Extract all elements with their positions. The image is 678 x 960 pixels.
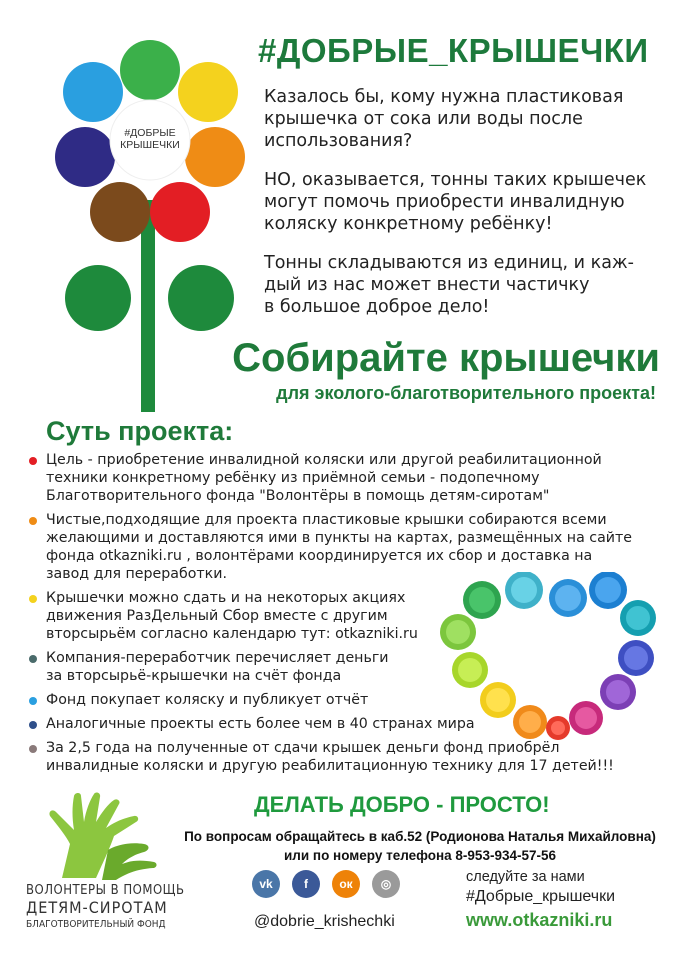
bullet-line: желающими и доставляются ими в пункты на картах, размещённых на сайте bbox=[46, 530, 632, 546]
bullet-dot bbox=[29, 655, 37, 663]
petal-yellow bbox=[178, 62, 238, 122]
bullet-dot bbox=[29, 595, 37, 603]
intro-line: дый из нас может внести частичку bbox=[264, 275, 590, 295]
bullet-dot bbox=[29, 517, 37, 525]
intro-line: Казалось бы, кому нужна пластиковая bbox=[264, 87, 624, 107]
contact-line-1: По вопросам обращайтесь в каб.52 (Родионова Наталья Михайловна) bbox=[184, 829, 656, 844]
bullet-line: инвалидные коляски и другую реабилитационную технику для 17 детей!!! bbox=[46, 758, 614, 774]
list-item bbox=[26, 649, 646, 685]
flower-label-line2: КРЫШЕЧКИ bbox=[120, 139, 180, 151]
bullet-line: вторсырьём согласно календарю тут: otkazniki.ru bbox=[46, 626, 418, 642]
bullet-line: Фонд покупает коляску и публикует отчёт bbox=[46, 692, 369, 708]
petal-navy bbox=[55, 127, 115, 187]
social-handle: @dobrie_krishechki bbox=[254, 913, 395, 930]
intro-line: в большое доброе дело! bbox=[264, 297, 490, 317]
follow-label: следуйте за нами bbox=[466, 869, 585, 885]
list-item bbox=[26, 715, 646, 733]
petal-red bbox=[150, 182, 210, 242]
petal-blue bbox=[63, 62, 123, 122]
petal-green-top bbox=[120, 40, 180, 100]
bullet-line: за вторсырьё-крышечки на счёт фонда bbox=[46, 668, 342, 684]
list-item bbox=[26, 691, 646, 709]
petal-brown bbox=[90, 182, 150, 242]
intro-line: использования? bbox=[264, 131, 413, 151]
bullet-dot bbox=[29, 721, 37, 729]
project-bullets bbox=[26, 451, 646, 781]
main-headline: Собирайте крышечки bbox=[232, 336, 660, 380]
intro-paragraph-1 bbox=[264, 86, 664, 152]
contact-info bbox=[170, 827, 670, 865]
intro-paragraph-3 bbox=[264, 252, 664, 318]
bullet-line: фонда otkazniki.ru , волонтёрами координируется их сбор и доставка на bbox=[46, 548, 593, 564]
bullet-line: Благотворительного фонда "Волонтёры в помощь детям-сиротам" bbox=[46, 488, 550, 504]
bullet-line: За 2,5 года на полученные от сдачи крышек деньги фонд приобрёл bbox=[46, 740, 560, 756]
logo-line-3: БЛАГОТВОРИТЕЛЬНЫЙ ФОНД bbox=[26, 919, 166, 930]
flower-stem bbox=[141, 200, 155, 412]
instagram-icon[interactable]: ◎ bbox=[372, 870, 400, 898]
bullet-line: техники конкретному ребёнку из приёмной семьи - подопечному bbox=[46, 470, 540, 486]
website-link[interactable]: www.otkazniki.ru bbox=[466, 910, 613, 930]
list-item bbox=[26, 511, 646, 583]
bullet-line: Компания-переработчик перечисляет деньги bbox=[46, 650, 389, 666]
intro-line: НО, оказывается, тонны таких крышечек bbox=[264, 170, 647, 190]
flower-label-line1: #ДОБРЫЕ bbox=[124, 127, 176, 139]
list-item bbox=[26, 739, 646, 775]
intro-line: крышечка от сока или воды после bbox=[264, 109, 583, 129]
foundation-logo-text bbox=[26, 882, 185, 933]
bullet-line: завод для переработки. bbox=[46, 566, 227, 582]
hand-logo-icon bbox=[44, 792, 162, 882]
list-item bbox=[26, 451, 646, 505]
leaf-right bbox=[168, 265, 234, 331]
facebook-icon[interactable]: f bbox=[292, 870, 320, 898]
intro-line: могут помочь приобрести инвалидную bbox=[264, 192, 625, 212]
bullet-dot bbox=[29, 697, 37, 705]
logo-line-2: ДЕТЯМ-СИРОТАМ bbox=[26, 898, 168, 917]
bullet-line: Цель - приобретение инвалидной коляски или другой реабилитационной bbox=[46, 452, 602, 468]
leaf-left bbox=[65, 265, 131, 331]
list-item bbox=[26, 589, 646, 643]
page-title: #ДОБРЫЕ_КРЫШЕЧКИ bbox=[258, 32, 649, 69]
logo-line-1: ВОЛОНТЕРЫ В ПОМОЩЬ bbox=[26, 883, 185, 898]
intro-paragraph-2 bbox=[264, 169, 664, 235]
vk-icon[interactable]: vk bbox=[252, 870, 280, 898]
follow-hashtag: #Добрые_крышечки bbox=[466, 888, 616, 905]
bullet-line: Аналогичные проекты есть более чем в 40 странах мира bbox=[46, 716, 475, 732]
social-icons bbox=[252, 870, 400, 898]
bullet-line: Крышечки можно сдать и на некоторых акциях bbox=[46, 590, 406, 606]
bullet-dot bbox=[29, 745, 37, 753]
contact-line-2: или по номеру телефона 8-953-934-57-56 bbox=[283, 848, 556, 863]
bullet-line: Чистые,подходящие для проекта пластиковые крышки собираются всеми bbox=[46, 512, 607, 528]
sub-headline: для эколого-благотворительного проекта! bbox=[276, 383, 656, 403]
bullet-line: движения РазДельный Сбор вместе с другим bbox=[46, 608, 388, 624]
odnoklassniki-icon[interactable]: ок bbox=[332, 870, 360, 898]
slogan: ДЕЛАТЬ ДОБРО - ПРОСТО! bbox=[254, 792, 550, 817]
flower-center-label bbox=[113, 127, 187, 151]
essence-heading: Суть проекта: bbox=[46, 416, 234, 446]
intro-line: коляску конкретному ребёнку! bbox=[264, 214, 553, 234]
intro-line: Тонны складываются из единиц, и каж- bbox=[264, 253, 634, 273]
petal-orange bbox=[185, 127, 245, 187]
bullet-dot bbox=[29, 457, 37, 465]
